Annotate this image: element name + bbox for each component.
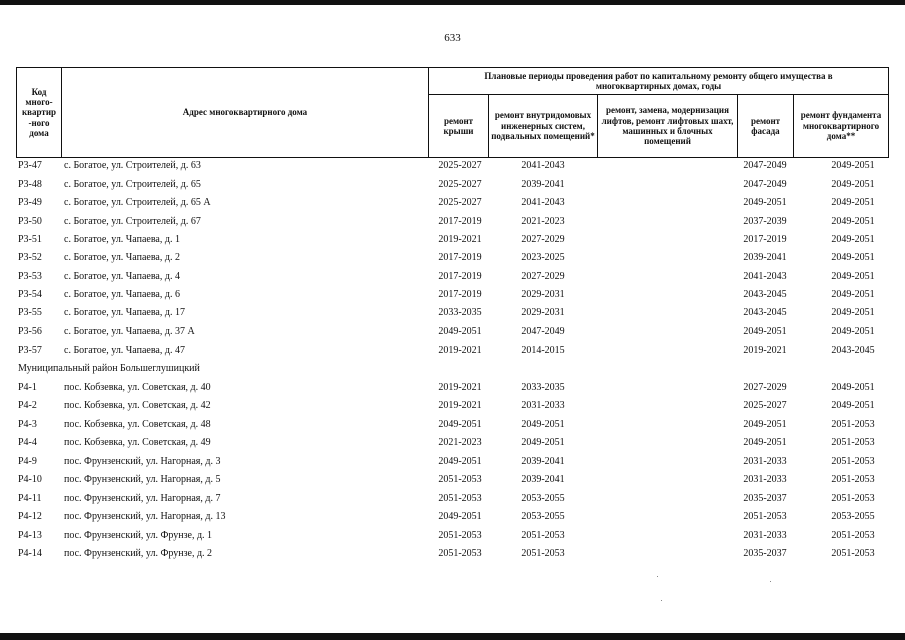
top-border (0, 0, 905, 5)
table-row: Р4-11 пос. Фрунзенский, ул. Нагорная, д. 7 2051-2053 2053-2055 2035-2037 2051-2053 (18, 493, 875, 504)
header-engineering: ремонт внутридомовых инженерных систем, подвальных помещений* (488, 94, 598, 158)
scan-speck (661, 600, 662, 601)
header-facade: ремонт фасада (737, 94, 794, 158)
header-periods: Плановые периоды проведения работ по капитальному ремонту общего имущества в многоквартирных домах, годы (428, 67, 889, 95)
header-foundation: ремонт фундамента многоквартирного дома** (793, 94, 889, 158)
header-roof: ремонт крыши (428, 94, 489, 158)
table-row: Р3-55 с. Богатое, ул. Чапаева, д. 17 2033-2035 2029-2031 2043-2045 2049-2051 (18, 307, 875, 318)
table-row: Р3-52 с. Богатое, ул. Чапаева, д. 2 2017-2019 2023-2025 2039-2041 2049-2051 (18, 252, 875, 263)
table-row: Р3-50 с. Богатое, ул. Строителей, д. 67 2017-2019 2021-2023 2037-2039 2049-2051 (18, 216, 875, 227)
table-row: Р4-14 пос. Фрунзенский, ул. Фрунзе, д. 2 2051-2053 2051-2053 2035-2037 2051-2053 (18, 548, 875, 559)
table-row: Р3-53 с. Богатое, ул. Чапаева, д. 4 2017-2019 2027-2029 2041-2043 2049-2051 (18, 271, 875, 282)
table-row: Р3-57 с. Богатое, ул. Чапаева, д. 47 2019-2021 2014-2015 2019-2021 2043-2045 (18, 345, 875, 356)
table-row: Р4-4 пос. Кобзевка, ул. Советская, д. 49 2021-2023 2049-2051 2049-2051 2051-2053 (18, 437, 875, 448)
bottom-border (0, 633, 905, 640)
table-row: Р3-56 с. Богатое, ул. Чапаева, д. 37 А 2049-2051 2047-2049 2049-2051 2049-2051 (18, 326, 875, 337)
section-title: Муниципальный район Большеглушицкий (18, 363, 200, 374)
table-row: Р4-13 пос. Фрунзенский, ул. Фрунзе, д. 1 2051-2053 2051-2053 2031-2033 2051-2053 (18, 530, 875, 541)
header-elevator: ремонт, замена, модернизация лифтов, ремонт лифтовых шахт, машинных и блочных помещений (597, 94, 738, 158)
table-row: Р4-2 пос. Кобзевка, ул. Советская, д. 42 2019-2021 2031-2033 2025-2027 2049-2051 (18, 400, 875, 411)
header-address: Адрес многоквартирного дома (61, 67, 429, 158)
page-number: 633 (444, 32, 461, 44)
table-row: Р4-10 пос. Фрунзенский, ул. Нагорная, д. 5 2051-2053 2039-2041 2031-2033 2051-2053 (18, 474, 875, 485)
table-row: Р3-54 с. Богатое, ул. Чапаева, д. 6 2017-2019 2029-2031 2043-2045 2049-2051 (18, 289, 875, 300)
table-row: Р4-1 пос. Кобзевка, ул. Советская, д. 40 2019-2021 2033-2035 2027-2029 2049-2051 (18, 382, 875, 393)
table-row: Р3-47 с. Богатое, ул. Строителей, д. 63 2025-2027 2041-2043 2047-2049 2049-2051 (18, 160, 875, 171)
table-row: Р4-3 пос. Кобзевка, ул. Советская, д. 48 2049-2051 2049-2051 2049-2051 2051-2053 (18, 419, 875, 430)
scan-speck (657, 576, 658, 577)
table-row: Р3-51 с. Богатое, ул. Чапаева, д. 1 2019-2021 2027-2029 2017-2019 2049-2051 (18, 234, 875, 245)
header-code: Код много-квартир-ного дома (16, 67, 62, 158)
table-row: Р4-9 пос. Фрунзенский, ул. Нагорная, д. 3 2049-2051 2039-2041 2031-2033 2051-2053 (18, 456, 875, 467)
table-row: Р4-12 пос. Фрунзенский, ул. Нагорная, д. 13 2049-2051 2053-2055 2051-2053 2053-2055 (18, 511, 875, 522)
table-row: Р3-49 с. Богатое, ул. Строителей, д. 65 А 2025-2027 2041-2043 2049-2051 2049-2051 (18, 197, 875, 208)
table-row: Р3-48 с. Богатое, ул. Строителей, д. 65 2025-2027 2039-2041 2047-2049 2049-2051 (18, 179, 875, 190)
scan-speck (770, 581, 771, 582)
